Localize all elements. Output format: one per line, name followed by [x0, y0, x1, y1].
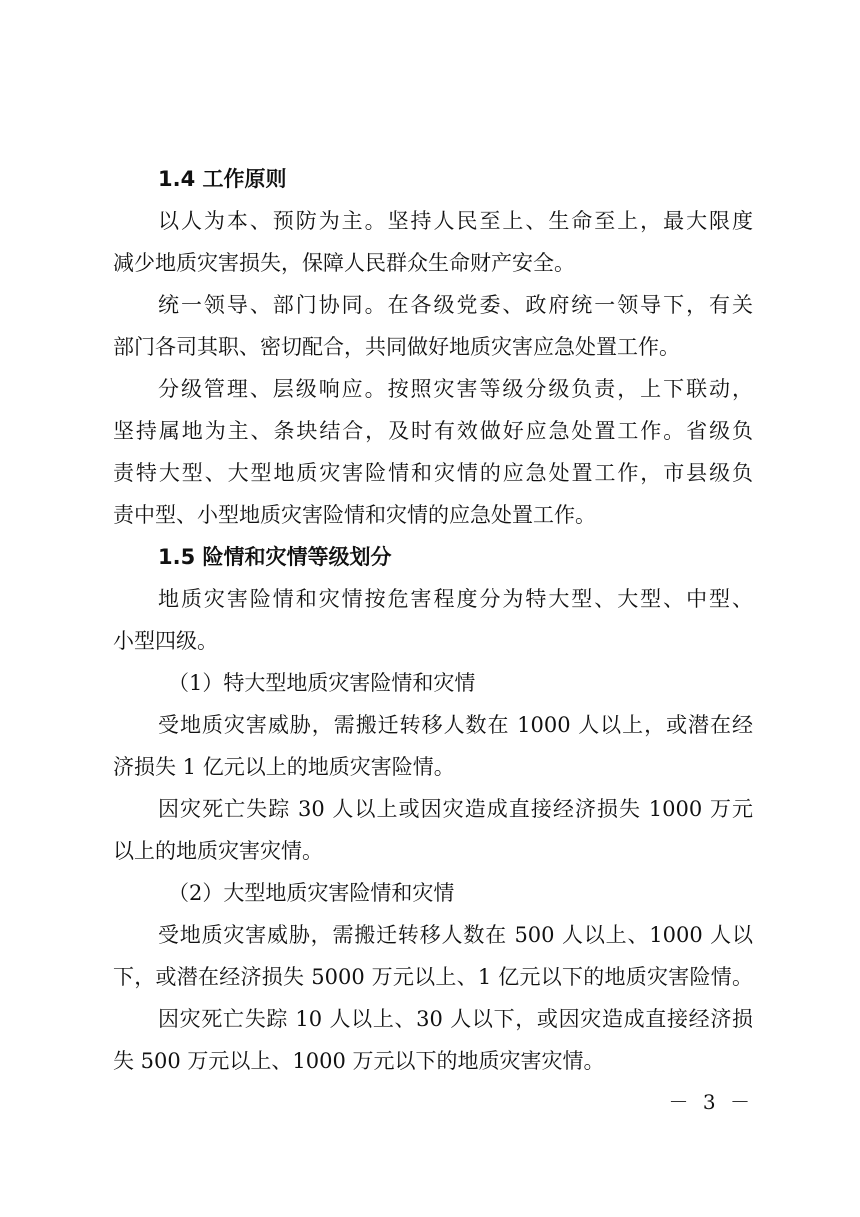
- paragraph-line: 济损失 1 亿元以上的地质灾害险情。: [113, 755, 455, 779]
- paragraph-line: 小型四级。: [113, 629, 218, 653]
- paragraph-line: 责特大型、大型地质灾害险情和灾情的应急处置工作，市县级负: [113, 461, 753, 485]
- paragraph-line: 因灾死亡失踪 10 人以上、30 人以下，或因灾造成直接经济损: [158, 1007, 753, 1031]
- paragraph-line: 以人为本、预防为主。坚持人民至上、生命至上，最大限度: [158, 209, 753, 233]
- paragraph-line: 因灾死亡失踪 30 人以上或因灾造成直接经济损失 1000 万元: [158, 797, 753, 821]
- paragraph-line: 受地质灾害威胁，需搬迁转移人数在 1000 人以上，或潜在经: [158, 713, 753, 737]
- paragraph-line: 失 500 万元以上、1000 万元以下的地质灾害灾情。: [113, 1049, 605, 1073]
- paragraph-line: 统一领导、部门协同。在各级党委、政府统一领导下，有关: [158, 293, 753, 317]
- document-body: [113, 158, 753, 1082]
- paragraph-line: 受地质灾害威胁，需搬迁转移人数在 500 人以上、1000 人以: [158, 923, 753, 947]
- section-heading-1-4: 1.4 工作原则: [158, 167, 287, 191]
- paragraph-line: 责中型、小型地质灾害险情和灾情的应急处置工作。: [113, 503, 596, 527]
- paragraph-line: 部门各司其职、密切配合，共同做好地质灾害应急处置工作。: [113, 335, 680, 359]
- section-heading-1-5: 1.5 险情和灾情等级划分: [158, 545, 392, 569]
- paragraph-line: 下，或潜在经济损失 5000 万元以上、1 亿元以下的地质灾害险情。: [113, 965, 753, 989]
- paragraph-line: 减少地质灾害损失，保障人民群众生命财产安全。: [113, 251, 575, 275]
- page-number: － 3 －: [668, 1090, 754, 1114]
- paragraph-line: 以上的地质灾害灾情。: [113, 839, 323, 863]
- paragraph-line: 分级管理、层级响应。按照灾害等级分级负责，上下联动，: [158, 377, 753, 401]
- subsection-heading: （2）大型地质灾害险情和灾情: [168, 881, 455, 905]
- paragraph-line: 地质灾害险情和灾情按危害程度分为特大型、大型、中型、: [158, 587, 753, 611]
- subsection-heading: （1）特大型地质灾害险情和灾情: [168, 671, 476, 695]
- paragraph-line: 坚持属地为主、条块结合，及时有效做好应急处置工作。省级负: [113, 419, 753, 443]
